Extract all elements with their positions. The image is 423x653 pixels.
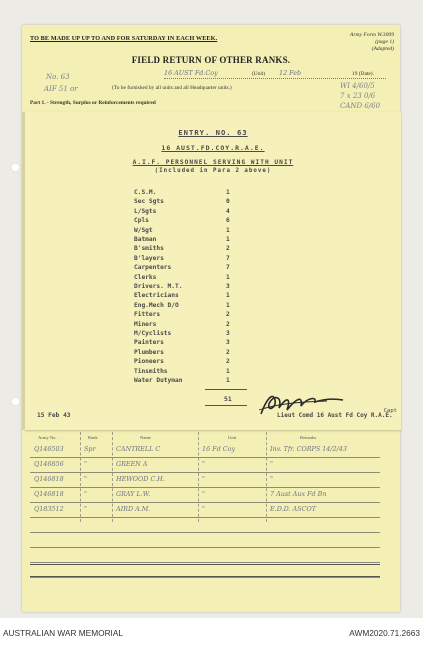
table-cell: " <box>84 505 87 513</box>
table-cell: " <box>202 505 205 513</box>
table-cell: Q146856 <box>34 460 64 468</box>
table-cell: GRAY L.W. <box>116 490 151 498</box>
trade-row <box>134 292 264 301</box>
trade-label: Miners <box>134 320 157 328</box>
table-cell: " <box>84 460 87 468</box>
unit-designation: 16 AUST.FD.COY.R.A.E. <box>161 144 265 152</box>
part-1-label: Part 1. - Strength, Surplus or Reinforcements required <box>30 100 156 106</box>
footer-credit: AUSTRALIAN WAR MEMORIAL <box>3 628 124 638</box>
column-divider <box>266 432 267 522</box>
table-row <box>30 533 380 548</box>
trade-row <box>134 283 264 292</box>
trade-row <box>134 236 264 245</box>
trade-row <box>134 264 264 273</box>
header-name: Name <box>140 435 151 440</box>
table-cell: E.D.D. ASCOT <box>270 505 316 513</box>
table-cell: " <box>270 460 273 468</box>
trade-label: Drivers. M.T. <box>134 283 183 290</box>
table-cell: " <box>202 490 205 498</box>
pencil-note: WI 4/60/5 <box>340 82 375 90</box>
furnish-note: (To be furnished by all units and all Headquarter units.) <box>112 85 232 91</box>
total-underline <box>205 405 247 406</box>
date-caption: (Date). <box>358 71 374 77</box>
total-rule <box>205 389 247 390</box>
trade-count: 7 <box>226 254 230 262</box>
trade-count: 1 <box>226 377 230 384</box>
trade-count: 7 <box>226 264 230 272</box>
year-label: 19 <box>352 71 358 77</box>
trade-label: Electricians <box>134 292 179 300</box>
unit-label: (Unit) <box>252 71 266 77</box>
table-row <box>30 443 380 458</box>
trade-label: Eng.Mech D/O <box>134 301 179 309</box>
table-cell: " <box>270 475 273 483</box>
trade-count: 1 <box>226 367 230 375</box>
trade-row <box>134 368 264 377</box>
personnel-heading: A.I.F. PERSONNEL SERVING WITH UNIT <box>132 159 294 166</box>
trade-label: Plumbers <box>134 348 164 356</box>
unit-handwritten: 16 AUST Fd.Coy <box>164 69 218 77</box>
table-cell: CANTRELL C <box>116 445 161 453</box>
table-cell: GREEN A <box>116 460 148 468</box>
trade-label: Clerks <box>134 273 157 281</box>
trade-row <box>134 208 264 217</box>
trade-label: Water Dutyman <box>134 377 183 384</box>
table-cell: Q146818 <box>34 490 64 498</box>
footer-accession: AWM2020.71.2663 <box>349 628 420 638</box>
trade-count: 1 <box>226 292 230 300</box>
punch-hole <box>11 397 20 406</box>
trade-row <box>134 255 264 264</box>
date-handwritten: 12 Feb <box>279 69 302 77</box>
trade-row <box>134 227 264 236</box>
total-count: 51 <box>224 395 232 403</box>
trade-row <box>134 339 264 348</box>
table-cell: 7 Aust Aux Fd Bn <box>270 490 327 498</box>
trade-label: Tinsmiths <box>134 367 168 375</box>
trade-row <box>134 302 264 311</box>
table-cell: Q146818 <box>34 475 64 483</box>
trade-count: 2 <box>226 311 230 319</box>
typed-entry-sheet <box>25 112 401 430</box>
trade-row <box>134 189 264 198</box>
trade-label: L/Sgts <box>134 207 157 215</box>
table-header <box>30 432 380 443</box>
trade-label: M/Cyclists <box>134 330 172 337</box>
entry-number: ENTRY. NO. 63 <box>178 128 248 137</box>
trade-row <box>134 321 264 330</box>
header-remarks: Remarks <box>300 435 317 440</box>
table-cell: Spr <box>84 445 96 453</box>
table-row <box>30 518 380 533</box>
table-row <box>30 488 380 503</box>
trade-count: 1 <box>226 273 230 281</box>
table-cell: Inv. Tfr. CORPS 14/2/43 <box>270 445 347 453</box>
personnel-subheading: (Included in Para 2 above) <box>154 168 272 174</box>
trade-count: 2 <box>226 245 230 253</box>
entry-date: 15 Feb 43 <box>37 412 71 419</box>
trade-label: C.S.M. <box>134 189 157 196</box>
header-army-no: Army No. <box>38 435 57 440</box>
table-footer-rule <box>30 564 380 565</box>
signature-caption: Lieut Comd 16 Aust Fd Coy R.A.E. <box>277 412 393 419</box>
trade-label: Painters <box>134 339 164 347</box>
table-row <box>30 458 380 473</box>
pencil-note: AIF 51 or <box>44 85 78 93</box>
trade-label: Fitters <box>134 311 161 319</box>
trade-label: Cpls <box>134 217 149 225</box>
punch-hole <box>11 163 20 172</box>
trade-count: 1 <box>226 226 230 234</box>
trade-count: 3 <box>226 283 230 290</box>
table-row <box>30 503 380 518</box>
table-cell: Q183512 <box>34 505 64 513</box>
table-cell: " <box>202 475 205 483</box>
table-cell: " <box>202 460 205 468</box>
table-cell: 16 Fd Coy <box>202 445 236 453</box>
army-form-label: Army Form W.3009 <box>349 32 394 38</box>
table-cell: " <box>84 490 87 498</box>
column-divider <box>198 432 199 522</box>
trade-label: Sec Sgts <box>134 198 164 206</box>
made-up-instruction: TO BE MADE UP UP TO AND FOR SATURDAY IN EACH WEEK. <box>30 35 218 42</box>
trade-count: 4 <box>226 207 230 215</box>
trade-label: W/Sgt <box>134 226 153 234</box>
trade-count: 1 <box>226 236 230 243</box>
trade-label: Pioneers <box>134 358 164 366</box>
trade-row <box>134 358 264 367</box>
trade-count: 1 <box>226 301 230 309</box>
trade-label: B'smiths <box>134 245 164 253</box>
trade-count: 6 <box>226 217 230 225</box>
trade-row <box>134 330 264 339</box>
pencil-note: No. 63 <box>46 73 70 81</box>
trade-count: 3 <box>226 339 230 347</box>
table-row <box>30 473 380 488</box>
trade-row <box>134 198 264 207</box>
unit-date-line <box>164 70 386 79</box>
header-unit: Unit <box>228 435 237 440</box>
table-footer-rule <box>30 576 380 577</box>
table-cell: AIRD A.M. <box>116 505 151 513</box>
army-form-sub1: (page 1) <box>375 39 394 45</box>
trade-count: 1 <box>226 189 230 196</box>
header-rank: Rank <box>88 435 98 440</box>
table-cell: " <box>84 475 87 483</box>
date-label <box>352 71 374 77</box>
trade-row <box>134 349 264 358</box>
trade-count: 3 <box>226 330 230 337</box>
army-form-sub2: (Adapted) <box>371 46 394 52</box>
signature-rank: Capt <box>383 408 397 414</box>
column-divider <box>112 432 113 522</box>
column-divider <box>80 432 81 522</box>
trade-count: 0 <box>226 198 230 206</box>
trade-row <box>134 217 264 226</box>
trade-row <box>134 245 264 254</box>
table-cell: Q146503 <box>34 445 64 453</box>
table-cell: HEWOOD C.H. <box>116 475 165 483</box>
trade-label: Batman <box>134 236 157 243</box>
trade-row <box>134 311 264 320</box>
pencil-note: 7 x 23 0/6 <box>340 92 376 100</box>
trade-count: 2 <box>226 320 230 328</box>
trade-row <box>134 274 264 283</box>
table-row <box>30 548 380 563</box>
trade-row <box>134 377 264 386</box>
trade-label: B'layers <box>134 254 164 262</box>
pencil-note: CAND 6/60 <box>340 102 381 110</box>
trade-count: 2 <box>226 358 230 366</box>
army-form-number <box>350 32 394 53</box>
form-title: FIELD RETURN OF OTHER RANKS. <box>131 55 291 65</box>
trade-count: 2 <box>226 348 230 356</box>
trade-label: Carpenters <box>134 264 172 272</box>
